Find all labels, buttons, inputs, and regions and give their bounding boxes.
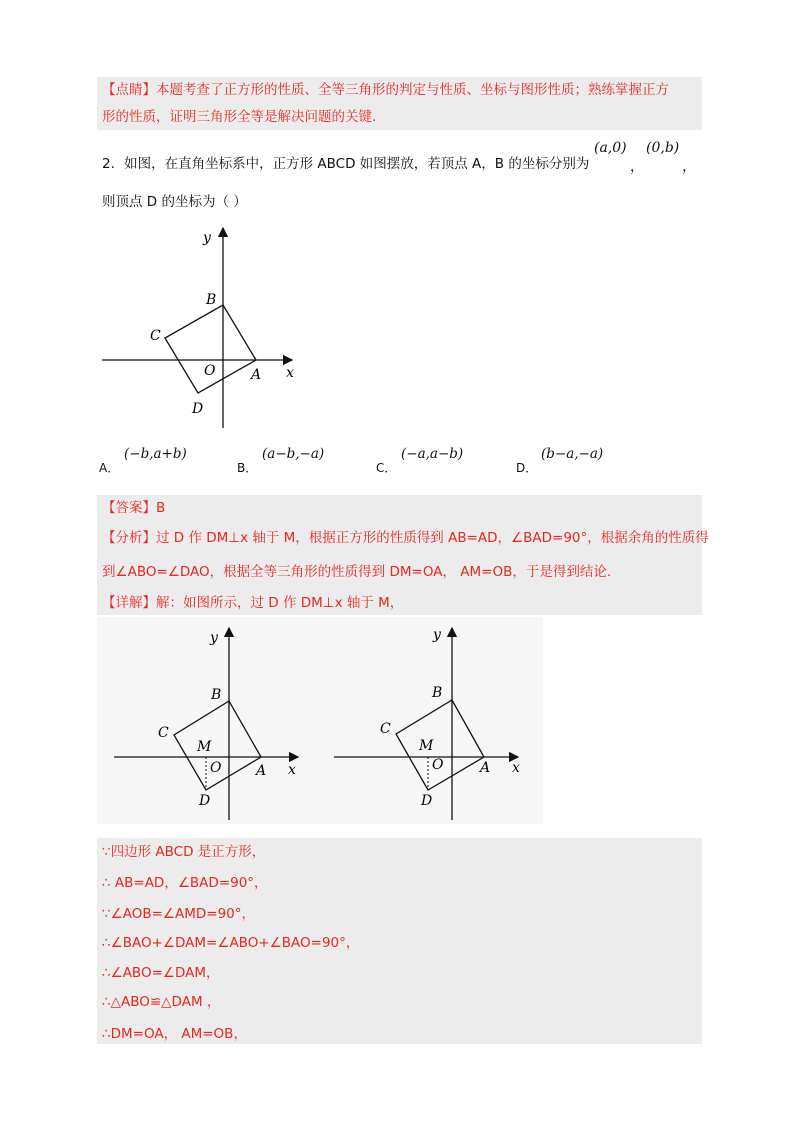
label-c: C [380, 721, 391, 737]
proof-line-5: ∴∠ABO=∠DAM， [102, 965, 220, 981]
option-c-letter[interactable]: C． [376, 461, 397, 475]
option-a-value[interactable]: (−b,a+b) [124, 446, 187, 462]
option-d-letter[interactable]: D． [516, 461, 538, 475]
label-m: M [419, 738, 434, 754]
label-b: B [432, 685, 443, 701]
analysis-line-2: 到∠ABO=∠DAO，根据全等三角形的性质得到 DM=OA， AM=OB，于是得到结论. [102, 564, 612, 580]
label-y: y [203, 230, 211, 246]
label-c: C [158, 725, 169, 741]
solution-figure-1 [110, 622, 310, 822]
label-x: x [286, 365, 294, 381]
label-o: O [210, 760, 222, 776]
label-y: y [210, 630, 218, 646]
proof-line-4: ∴∠BAO+∠DAM=∠ABO+∠BAO=90°， [102, 935, 360, 951]
proof-line-1: ∵四边形 ABCD 是正方形， [102, 844, 266, 860]
label-a: A [251, 367, 262, 383]
square-abcd [174, 701, 261, 790]
option-b-value[interactable]: (a−b,−a) [262, 446, 325, 462]
dianjing-line-2: 形的性质，证明三角形全等是解决问题的关键. [102, 109, 377, 125]
dianjing-line-1: 【点睛】本题考查了正方形的性质、全等三角形的判定与性质、坐标与图形性质；熟练掌握正方 [102, 82, 669, 98]
option-a-letter[interactable]: A． [99, 461, 120, 475]
label-b: B [211, 687, 222, 703]
label-d: D [199, 793, 211, 809]
label-o: O [432, 757, 444, 773]
label-a: A [256, 763, 267, 779]
label-m: M [197, 739, 212, 755]
label-y: y [433, 627, 441, 643]
label-x: x [512, 760, 520, 776]
question-line-2: 则顶点 D 的坐标为（ ） [102, 194, 247, 210]
detail-intro: 【详解】解：如图所示，过 D 作 DM⊥x 轴于 M， [102, 595, 404, 611]
answer-line: 【答案】B [102, 500, 166, 516]
label-b: B [206, 292, 217, 308]
proof-line-3: ∵∠AOB=∠AMD=90°， [102, 906, 256, 922]
square-abcd [165, 305, 256, 393]
coord-b: (0,b) [646, 140, 680, 156]
label-x: x [288, 762, 296, 778]
proof-line-7: ∴DM=OA， AM=OB， [102, 1026, 247, 1042]
square-abcd [396, 700, 484, 790]
proof-line-2: ∴ AB=AD，∠BAD=90°， [102, 875, 268, 891]
option-b-letter[interactable]: B． [237, 461, 258, 475]
option-d-value[interactable]: (b−a,−a) [541, 446, 604, 462]
label-o: O [204, 363, 216, 379]
square-figure [100, 222, 300, 432]
coord-end: ， [682, 159, 696, 175]
proof-line-6: ∴△ABO≌△DAM ， [102, 994, 221, 1010]
analysis-line-1: 【分析】过 D 作 DM⊥x 轴于 M，根据正方形的性质得到 AB=AD，∠BAD=90°，根据余角的性质得 [102, 530, 709, 546]
label-c: C [150, 328, 161, 344]
coord-separator: ， [630, 159, 644, 175]
coord-a: (a,0) [594, 140, 627, 156]
option-c-value[interactable]: (−a,a−b) [401, 446, 464, 462]
label-d: D [192, 401, 204, 417]
label-a: A [480, 760, 491, 776]
solution-figure-2 [330, 622, 530, 822]
label-d: D [421, 793, 433, 809]
question-line-1: 2．如图，在直角坐标系中，正方形 ABCD 如图摆放，若顶点 A，B 的坐标分别为 [102, 156, 590, 172]
